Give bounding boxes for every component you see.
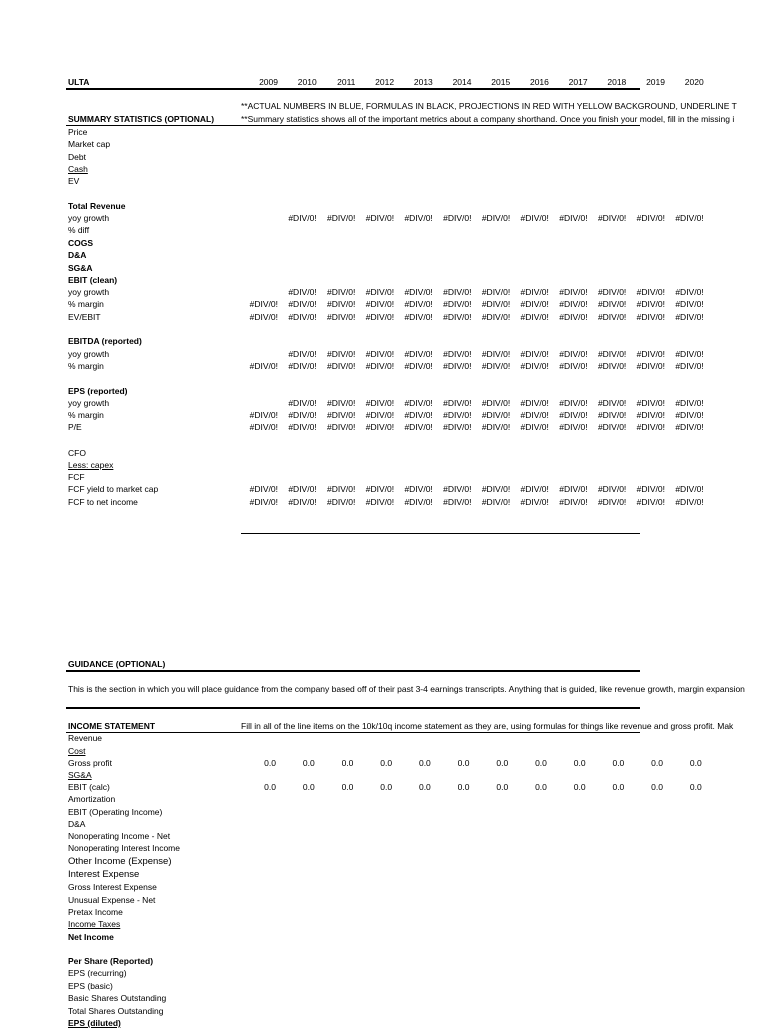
error-cell: #DIV/0! <box>443 361 472 371</box>
error-cell: #DIV/0! <box>559 287 588 297</box>
year-header-cell: 2018 <box>607 77 627 87</box>
error-cell: #DIV/0! <box>249 422 278 432</box>
year-header-cell: 2010 <box>297 77 317 87</box>
error-cell: #DIV/0! <box>481 213 511 223</box>
error-cell: #DIV/0! <box>481 484 511 494</box>
label-da: D&A <box>68 250 87 260</box>
label-total-revenue: Total Revenue <box>68 201 126 211</box>
error-cell: #DIV/0! <box>481 312 511 322</box>
label-eps-recurring: EPS (recurring) <box>68 968 127 978</box>
error-cell: #DIV/0! <box>404 213 433 223</box>
error-cell: #DIV/0! <box>675 299 704 309</box>
error-cell: #DIV/0! <box>675 410 704 420</box>
error-cell: #DIV/0! <box>288 312 317 322</box>
error-cell: #DIV/0! <box>636 497 665 507</box>
income-statement-title: INCOME STATEMENT <box>68 721 156 731</box>
error-cell: #DIV/0! <box>636 484 665 494</box>
error-cell: #DIV/0! <box>520 349 549 359</box>
error-cell: #DIV/0! <box>443 299 472 309</box>
summary-end-divider <box>241 533 640 534</box>
label-ebit-margin: % margin <box>68 299 104 309</box>
error-cell: #DIV/0! <box>520 287 549 297</box>
value-cell: 0.0 <box>341 782 354 792</box>
error-cell: #DIV/0! <box>597 484 627 494</box>
error-cell: #DIV/0! <box>636 312 665 322</box>
error-cell: #DIV/0! <box>481 398 511 408</box>
error-cell: #DIV/0! <box>443 312 472 322</box>
error-cell: #DIV/0! <box>288 410 317 420</box>
label-ev: EV <box>68 176 80 186</box>
error-cell: #DIV/0! <box>481 349 511 359</box>
value-cell: 0.0 <box>689 758 702 768</box>
error-cell: #DIV/0! <box>327 287 356 297</box>
error-cell: #DIV/0! <box>404 299 433 309</box>
error-cell: #DIV/0! <box>597 213 627 223</box>
error-cell: #DIV/0! <box>404 361 433 371</box>
error-cell: #DIV/0! <box>597 299 627 309</box>
error-cell: #DIV/0! <box>404 312 433 322</box>
error-cell: #DIV/0! <box>288 287 317 297</box>
error-cell: #DIV/0! <box>365 410 395 420</box>
error-cell: #DIV/0! <box>288 349 317 359</box>
income-statement-divider <box>66 732 640 733</box>
label-fcf-yield: FCF yield to market cap <box>68 484 159 494</box>
label-gross-interest-expense: Gross Interest Expense <box>68 882 157 892</box>
error-cell: #DIV/0! <box>288 497 317 507</box>
label-is-da: D&A <box>68 819 86 829</box>
label-price: Price <box>68 127 88 137</box>
label-ebit-operating-income: EBIT (Operating Income) <box>68 807 163 817</box>
label-interest-expense: Interest Expense <box>68 869 140 880</box>
label-is-sga: SG&A <box>68 770 92 780</box>
error-cell: #DIV/0! <box>559 349 588 359</box>
label-unusual-expense-net: Unusual Expense - Net <box>68 895 156 905</box>
error-cell: #DIV/0! <box>365 398 395 408</box>
error-cell: #DIV/0! <box>597 497 627 507</box>
error-cell: #DIV/0! <box>288 299 317 309</box>
label-income-taxes: Income Taxes <box>68 919 121 929</box>
error-cell: #DIV/0! <box>327 361 356 371</box>
error-cell: #DIV/0! <box>520 213 549 223</box>
error-cell: #DIV/0! <box>443 398 472 408</box>
label-pe: P/E <box>68 422 82 432</box>
value-cell: 0.0 <box>573 758 586 768</box>
error-cell: #DIV/0! <box>520 422 549 432</box>
error-cell: #DIV/0! <box>597 398 627 408</box>
year-header-cell: 2016 <box>529 77 549 87</box>
error-cell: #DIV/0! <box>327 484 356 494</box>
label-ebit-clean: EBIT (clean) <box>68 275 118 285</box>
label-gross-profit: Gross profit <box>68 758 112 768</box>
error-cell: #DIV/0! <box>288 361 317 371</box>
value-cell: 0.0 <box>457 758 470 768</box>
error-cell: #DIV/0! <box>327 349 356 359</box>
label-cost: Cost <box>68 746 86 756</box>
error-cell: #DIV/0! <box>559 410 588 420</box>
value-cell: 0.0 <box>496 782 509 792</box>
value-cell: 0.0 <box>457 782 470 792</box>
error-cell: #DIV/0! <box>249 299 278 309</box>
label-ebitda-reported: EBITDA (reported) <box>68 336 142 346</box>
value-cell: 0.0 <box>689 782 702 792</box>
error-cell: #DIV/0! <box>327 312 356 322</box>
label-eps-reported: EPS (reported) <box>68 386 128 396</box>
label-nonoperating-interest-income: Nonoperating Interest Income <box>68 843 180 853</box>
error-cell: #DIV/0! <box>249 361 278 371</box>
guidance-divider <box>66 670 640 672</box>
error-cell: #DIV/0! <box>327 398 356 408</box>
error-cell: #DIV/0! <box>365 312 395 322</box>
error-cell: #DIV/0! <box>327 497 356 507</box>
label-cfo: CFO <box>68 448 86 458</box>
error-cell: #DIV/0! <box>675 497 704 507</box>
label-revenue: Revenue <box>68 733 103 743</box>
value-cell: 0.0 <box>341 758 354 768</box>
error-cell: #DIV/0! <box>597 287 627 297</box>
error-cell: #DIV/0! <box>481 287 511 297</box>
guidance-section-title: GUIDANCE (OPTIONAL) <box>68 659 166 669</box>
error-cell: #DIV/0! <box>559 398 588 408</box>
error-cell: #DIV/0! <box>520 484 549 494</box>
error-cell: #DIV/0! <box>288 484 317 494</box>
value-cell: 0.0 <box>264 758 276 768</box>
error-cell: #DIV/0! <box>365 484 395 494</box>
label-sga: SG&A <box>68 263 93 273</box>
label-eps-margin: % margin <box>68 410 104 420</box>
value-cell: 0.0 <box>418 782 431 792</box>
label-revenue-pct-diff: % diff <box>68 225 90 235</box>
year-header-cell: 2009 <box>259 77 278 87</box>
error-cell: #DIV/0! <box>559 312 588 322</box>
error-cell: #DIV/0! <box>559 213 588 223</box>
label-per-share-reported: Per Share (Reported) <box>68 956 154 966</box>
error-cell: #DIV/0! <box>365 349 395 359</box>
label-market-cap: Market cap <box>68 139 111 149</box>
error-cell: #DIV/0! <box>404 422 433 432</box>
summary-divider <box>66 125 640 126</box>
error-cell: #DIV/0! <box>636 349 665 359</box>
label-nonoperating-income-net: Nonoperating Income - Net <box>68 831 171 841</box>
error-cell: #DIV/0! <box>481 422 511 432</box>
error-cell: #DIV/0! <box>675 361 704 371</box>
error-cell: #DIV/0! <box>597 361 627 371</box>
value-cell: 0.0 <box>612 782 625 792</box>
summary-note: **Summary statistics shows all of the important metrics about a company shorthand. Once you finish your model, fill in the missing i <box>241 114 735 124</box>
value-cell: 0.0 <box>496 758 509 768</box>
error-cell: #DIV/0! <box>520 361 549 371</box>
error-cell: #DIV/0! <box>520 312 549 322</box>
error-cell: #DIV/0! <box>636 410 665 420</box>
error-cell: #DIV/0! <box>249 410 278 420</box>
value-cell: 0.0 <box>380 758 393 768</box>
error-cell: #DIV/0! <box>559 422 588 432</box>
error-cell: #DIV/0! <box>249 497 278 507</box>
error-cell: #DIV/0! <box>675 398 704 408</box>
label-fcf-to-net-income: FCF to net income <box>68 497 138 507</box>
header-divider <box>66 88 640 90</box>
error-cell: #DIV/0! <box>443 213 472 223</box>
error-cell: #DIV/0! <box>288 398 317 408</box>
label-cogs: COGS <box>68 238 94 248</box>
error-cell: #DIV/0! <box>520 398 549 408</box>
error-cell: #DIV/0! <box>675 287 704 297</box>
guidance-end-divider <box>66 707 640 709</box>
year-header-cell: 2014 <box>452 77 472 87</box>
value-cell: 0.0 <box>651 782 663 792</box>
error-cell: #DIV/0! <box>597 349 627 359</box>
label-ebitda-yoy-growth: yoy growth <box>68 349 110 359</box>
label-pretax-income: Pretax Income <box>68 907 123 917</box>
error-cell: #DIV/0! <box>365 287 395 297</box>
value-cell: 0.0 <box>573 782 586 792</box>
label-eps-yoy-growth: yoy growth <box>68 398 110 408</box>
error-cell: #DIV/0! <box>443 497 472 507</box>
error-cell: #DIV/0! <box>404 287 433 297</box>
error-cell: #DIV/0! <box>443 349 472 359</box>
error-cell: #DIV/0! <box>249 484 278 494</box>
label-capex: Less: capex <box>68 460 114 470</box>
label-cash: Cash <box>68 164 88 174</box>
year-header-cell: 2017 <box>568 77 588 87</box>
year-header-cell: 2013 <box>413 77 433 87</box>
error-cell: #DIV/0! <box>636 213 665 223</box>
value-cell: 0.0 <box>302 758 315 768</box>
error-cell: #DIV/0! <box>675 213 704 223</box>
label-revenue-yoy-growth: yoy growth <box>68 213 110 223</box>
value-cell: 0.0 <box>535 758 547 768</box>
label-ebit-yoy-growth: yoy growth <box>68 287 110 297</box>
value-cell: 0.0 <box>302 782 315 792</box>
label-fcf: FCF <box>68 472 85 482</box>
error-cell: #DIV/0! <box>404 398 433 408</box>
error-cell: #DIV/0! <box>636 299 665 309</box>
error-cell: #DIV/0! <box>675 312 704 322</box>
error-cell: #DIV/0! <box>404 410 433 420</box>
value-cell: 0.0 <box>380 782 393 792</box>
value-cell: 0.0 <box>418 758 431 768</box>
error-cell: #DIV/0! <box>443 287 472 297</box>
label-ebit-calc: EBIT (calc) <box>68 782 110 792</box>
error-cell: #DIV/0! <box>443 410 472 420</box>
error-cell: #DIV/0! <box>675 349 704 359</box>
error-cell: #DIV/0! <box>365 213 395 223</box>
year-header-cell: 2011 <box>337 77 356 87</box>
error-cell: #DIV/0! <box>559 299 588 309</box>
company-ticker: ULTA <box>68 77 90 87</box>
error-cell: #DIV/0! <box>327 410 356 420</box>
error-cell: #DIV/0! <box>559 361 588 371</box>
label-ebitda-margin: % margin <box>68 361 104 371</box>
error-cell: #DIV/0! <box>636 361 665 371</box>
year-header-cell: 2015 <box>491 77 511 87</box>
error-cell: #DIV/0! <box>365 299 395 309</box>
error-cell: #DIV/0! <box>365 361 395 371</box>
label-basic-shares-outstanding: Basic Shares Outstanding <box>68 993 167 1003</box>
error-cell: #DIV/0! <box>636 422 665 432</box>
error-cell: #DIV/0! <box>404 497 433 507</box>
income-statement-note: Fill in all of the line items on the 10k/10q income statement as they are, using formulas for things like revenue and gross profit. Mak <box>241 721 734 731</box>
year-header-cell: 2019 <box>646 77 665 87</box>
error-cell: #DIV/0! <box>327 213 356 223</box>
error-cell: #DIV/0! <box>327 299 356 309</box>
value-cell: 0.0 <box>651 758 663 768</box>
error-cell: #DIV/0! <box>327 422 356 432</box>
label-net-income: Net Income <box>68 932 114 942</box>
error-cell: #DIV/0! <box>443 422 472 432</box>
guidance-text: This is the section in which you will place guidance from the company based off of their past 3-4 earnings transcripts. Anything that is guided, like revenue growth, margin expansion <box>68 684 745 694</box>
error-cell: #DIV/0! <box>597 410 627 420</box>
label-eps-diluted: EPS (diluted) <box>68 1018 121 1028</box>
error-cell: #DIV/0! <box>675 484 704 494</box>
error-cell: #DIV/0! <box>481 361 511 371</box>
error-cell: #DIV/0! <box>520 410 549 420</box>
year-header-cell: 2020 <box>684 77 704 87</box>
value-cell: 0.0 <box>612 758 625 768</box>
label-debt: Debt <box>68 152 86 162</box>
label-amortization: Amortization <box>68 794 116 804</box>
label-other-income-expense: Other Income (Expense) <box>68 856 172 867</box>
error-cell: #DIV/0! <box>481 497 511 507</box>
error-cell: #DIV/0! <box>481 299 511 309</box>
error-cell: #DIV/0! <box>636 287 665 297</box>
error-cell: #DIV/0! <box>636 398 665 408</box>
year-header-cell: 2012 <box>375 77 395 87</box>
summary-section-title: SUMMARY STATISTICS (OPTIONAL) <box>68 114 215 124</box>
label-eps-basic: EPS (basic) <box>68 981 113 991</box>
error-cell: #DIV/0! <box>559 497 588 507</box>
error-cell: #DIV/0! <box>520 497 549 507</box>
error-cell: #DIV/0! <box>675 422 704 432</box>
label-total-shares-outstanding: Total Shares Outstanding <box>68 1006 164 1016</box>
legend-note: **ACTUAL NUMBERS IN BLUE, FORMULAS IN BLACK, PROJECTIONS IN RED WITH YELLOW BACKGROUND, UNDERLINE T <box>241 101 737 111</box>
error-cell: #DIV/0! <box>481 410 511 420</box>
error-cell: #DIV/0! <box>365 422 395 432</box>
error-cell: #DIV/0! <box>288 213 317 223</box>
error-cell: #DIV/0! <box>597 422 627 432</box>
error-cell: #DIV/0! <box>365 497 395 507</box>
error-cell: #DIV/0! <box>249 312 278 322</box>
error-cell: #DIV/0! <box>520 299 549 309</box>
error-cell: #DIV/0! <box>443 484 472 494</box>
value-cell: 0.0 <box>264 782 276 792</box>
label-ev-ebit: EV/EBIT <box>68 312 101 322</box>
error-cell: #DIV/0! <box>288 422 317 432</box>
error-cell: #DIV/0! <box>404 484 433 494</box>
error-cell: #DIV/0! <box>559 484 588 494</box>
error-cell: #DIV/0! <box>404 349 433 359</box>
value-cell: 0.0 <box>535 782 547 792</box>
error-cell: #DIV/0! <box>597 312 627 322</box>
